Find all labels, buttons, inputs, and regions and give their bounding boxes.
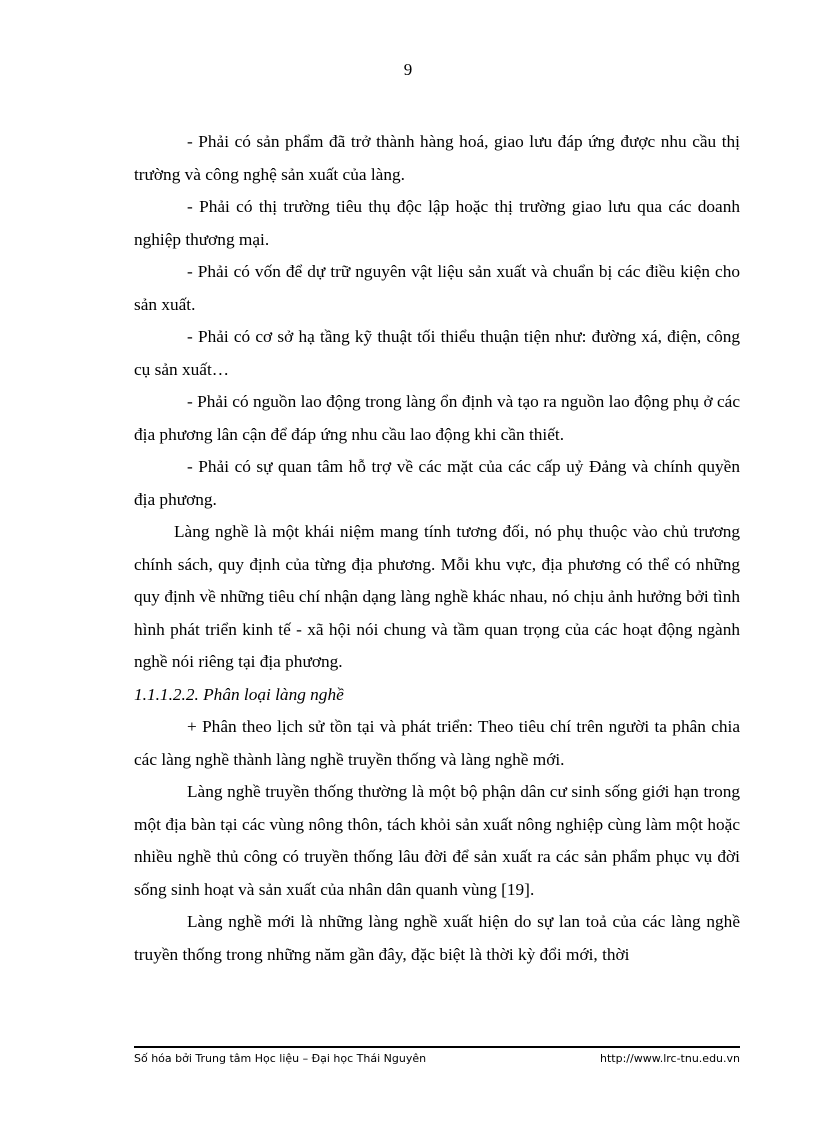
definition-paragraph: Làng nghề là một khái niệm mang tính tương đối, nó phụ thuộc vào chủ trương chính sách, quy định của từng địa phương. Mỗi khu vực, địa phương có thể có những quy định về những tiêu chí nhận dạng làng nghề khác nhau, nó chịu ảnh hưởng bởi tình hình phát triển kinh tế - xã hội nói chung và tầm quan trọng của các hoạt động ngành nghề nói riêng tại địa phương.	[134, 522, 740, 671]
requirement-item-2: - Phải có thị trường tiêu thụ độc lập hoặc thị trường giao lưu qua các doanh nghiệp thương mại.	[134, 197, 740, 249]
page-number: 9	[403, 60, 413, 79]
requirement-item-6: - Phải có sự quan tâm hỗ trợ về các mặt của các cấp uỷ Đảng và chính quyền địa phương.	[134, 457, 740, 509]
footer-source: Số hóa bởi Trung tâm Học liệu – Đại học Thái Nguyên	[134, 1052, 427, 1065]
requirement-item-5: - Phải có nguồn lao động trong làng ổn định và tạo ra nguồn lao động phụ ở các địa phương lân cận để đáp ứng nhu cầu lao động khi cần thiết.	[134, 392, 740, 444]
document-body	[134, 126, 740, 971]
new-village-paragraph: Làng nghề mới là những làng nghề xuất hiện do sự lan toả của các làng nghề truyền thống trong những năm gần đây, đặc biệt là thời kỳ đổi mới, thời	[134, 912, 740, 964]
section-heading: 1.1.1.2.2. Phân loại làng nghề	[134, 684, 344, 704]
requirement-item-4: - Phải có cơ sở hạ tầng kỹ thuật tối thiểu thuận tiện như: đường xá, điện, công cụ sản xuất…	[134, 327, 740, 379]
classification-paragraph: + Phân theo lịch sử tồn tại và phát triển: Theo tiêu chí trên người ta phân chia các làng nghề thành làng nghề truyền thống và làng nghề mới.	[134, 717, 740, 769]
requirement-item-3: - Phải có vốn để dự trữ nguyên vật liệu sản xuất và chuẩn bị các điều kiện cho sản xuất.	[134, 262, 740, 314]
requirement-item-1: - Phải có sản phẩm đã trở thành hàng hoá, giao lưu đáp ứng được nhu cầu thị trường và công nghệ sản xuất của làng.	[134, 132, 740, 184]
traditional-village-paragraph: Làng nghề truyền thống thường là một bộ phận dân cư sinh sống giới hạn trong một địa bàn tại các vùng nông thôn, tách khỏi sản xuất nông nghiệp cùng làm một hoặc nhiều nghề thủ công có truyền thống lâu đời để sản xuất ra các sản phẩm phục vụ đời sống sinh hoạt và sản xuất của nhân dân quanh vùng [19].	[134, 782, 740, 899]
footer-divider	[134, 1046, 740, 1048]
footer-url: http://www.lrc-tnu.edu.vn	[600, 1052, 740, 1065]
